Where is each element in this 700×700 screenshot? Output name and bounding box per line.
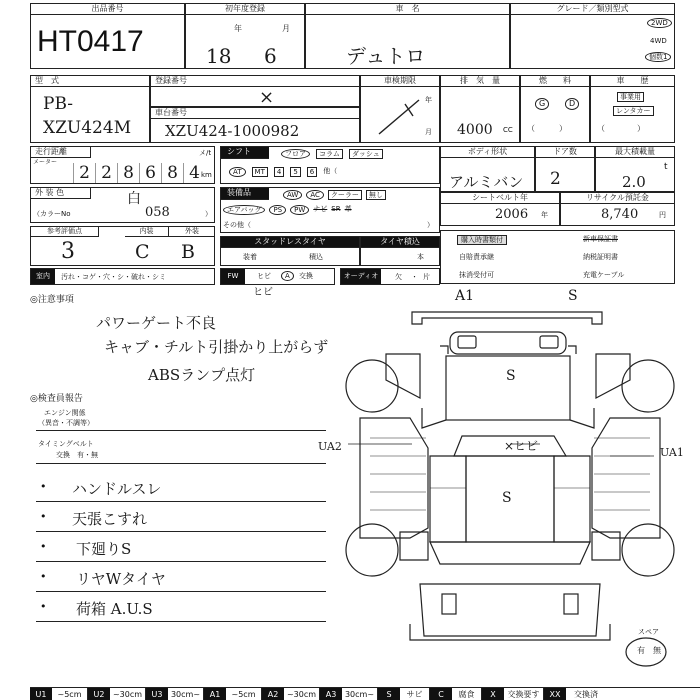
seatbelt-cell	[440, 192, 560, 226]
mileage-digit: 8	[117, 163, 139, 183]
timing-belt-label: タイミングベルト	[38, 440, 94, 448]
legend-value: 30cm~	[342, 688, 378, 700]
legend-key: S	[378, 688, 400, 700]
inspector-title: ◎検査員報告	[30, 394, 83, 404]
shift-floor: フロア	[281, 149, 310, 159]
mileage-digits	[73, 163, 205, 183]
displacement-unit: CC	[503, 126, 513, 134]
equipment-label: 装備品	[221, 188, 269, 200]
doc-purchase: 購入時書類付	[457, 235, 507, 245]
vehicle-name: デュトロ	[346, 44, 426, 68]
doc-liability: 自賠責承継	[459, 253, 494, 261]
legend-key: X	[482, 688, 504, 700]
color-number-value: 058	[145, 205, 170, 220]
mileage-unit: km	[201, 171, 212, 179]
color-number-close: ）	[205, 210, 212, 218]
grade-label: グレード／類別型式	[511, 4, 674, 15]
equipment-row1	[283, 190, 386, 200]
history-business: 事業用	[617, 92, 644, 102]
bullet-icon: •	[40, 600, 47, 613]
mileage-digit: 4	[183, 163, 205, 183]
inspection-cell	[360, 75, 440, 143]
exterior-color-cell	[30, 187, 215, 223]
shift-5: 5	[290, 167, 300, 177]
legend-key: C	[430, 688, 452, 700]
fender-lines	[422, 408, 594, 428]
fw-a: A	[281, 271, 294, 281]
interior-grade-value: C	[135, 241, 150, 263]
shift-row1	[281, 149, 383, 159]
roof-top	[450, 332, 566, 354]
inspector-item-text: 下廻りS	[76, 540, 132, 558]
roof-panel	[412, 312, 602, 324]
shift-6: 6	[307, 167, 317, 177]
legend-key: U2	[88, 688, 110, 700]
max-load-value: 2.0	[622, 173, 646, 191]
chassis-label: 車台番号	[151, 108, 359, 119]
lot-number-label: 出品番号	[31, 4, 184, 15]
legend-value: ~30cm	[284, 688, 320, 700]
inspector-item	[36, 506, 326, 532]
audio-label: オーディオ	[341, 269, 381, 284]
equip-none: 無し	[366, 190, 386, 200]
history-paren: （ ）	[597, 124, 645, 133]
model-line1: PB-	[43, 94, 73, 114]
fuel-gasoline: G	[535, 98, 549, 110]
right-side-body	[592, 418, 660, 538]
shift-other: 他（	[323, 167, 338, 175]
fw-crack-note: ヒビ	[253, 287, 273, 298]
bullet-icon: •	[40, 570, 47, 583]
legend-value: 交換済	[574, 689, 598, 699]
bullet-icon: •	[40, 540, 47, 553]
legend-value: 交換要す	[504, 688, 544, 700]
hood-panel	[446, 356, 570, 420]
note-line-1: パワーゲート不良	[96, 314, 217, 332]
drive-2wd: 2WD	[647, 18, 672, 28]
legend-key: A3	[320, 688, 342, 700]
doc-deregister: 抹消受付可	[459, 271, 494, 279]
mark-ua2: UA2	[318, 440, 342, 453]
legend-value: サビ	[400, 688, 430, 700]
shift-mt: MT	[252, 167, 268, 177]
exterior-color-label: 外 装 色	[31, 188, 91, 199]
note-line-2: キャブ・チルト引掛かり上がらず	[104, 338, 329, 356]
equip-ps: PS	[269, 205, 286, 215]
studless-label: スタッドレスタイヤ	[221, 237, 359, 248]
body-shape-cell	[440, 146, 535, 192]
mark-s-cargo: S	[502, 490, 512, 506]
first-registration-month: 6	[264, 44, 277, 68]
model-label: 型 式	[31, 76, 149, 87]
mileage-digit: 8	[161, 163, 183, 183]
sign-badge: 個数1	[645, 52, 671, 62]
year-label: 年	[234, 24, 242, 33]
legend-value: 腐食	[452, 688, 482, 700]
mileage-digit: 6	[139, 163, 161, 183]
inspector-item-text: 天張こすれ	[72, 510, 148, 528]
left-side-body	[360, 418, 428, 538]
doors-label: ドア数	[536, 147, 594, 158]
legend-value: ~5cm	[52, 688, 88, 700]
evaluation-value: 3	[61, 239, 75, 264]
recycle-label: リサイクル預託金	[561, 193, 674, 204]
body-shape-value: アルミバン	[449, 173, 524, 191]
legend-value: ~30cm	[110, 688, 146, 700]
fuel-cell	[520, 75, 590, 143]
studless-mounted: 装着	[243, 253, 257, 261]
spare-label: スペア	[638, 628, 659, 636]
history-label: 車 歴	[591, 76, 674, 87]
wheel-front-left	[346, 360, 398, 412]
evaluation-cell	[30, 226, 215, 266]
audio-cell	[340, 268, 440, 285]
interior-condition-cell	[30, 268, 215, 285]
shift-dash: ダッシュ	[349, 149, 383, 159]
month-label: 月	[282, 24, 290, 33]
mileage-cell	[30, 146, 215, 184]
equip-pw: PW	[290, 205, 309, 215]
equip-sr: SR	[331, 205, 341, 213]
seatbelt-year-unit: 年	[541, 211, 548, 219]
chassis-value: XZU424-1000982	[165, 122, 300, 140]
tire-load-unit: 本	[417, 253, 424, 261]
exterior-grade-label: 外装	[169, 227, 215, 237]
rear-panel	[430, 542, 590, 564]
inspector-item	[36, 596, 326, 622]
mirror-marks	[440, 346, 576, 354]
mileage-label: 走行距離	[31, 147, 91, 158]
spare-yes: 有	[637, 646, 645, 655]
vehicle-name-cell	[305, 3, 510, 69]
doors-cell	[535, 146, 595, 192]
doors-value: 2	[550, 169, 561, 189]
exterior-color-value: 白	[127, 191, 141, 207]
inspection-year-label: 年	[425, 96, 432, 104]
evaluation-label: 参考評価点	[31, 227, 99, 237]
equip-navi: ナビ	[313, 205, 328, 213]
displacement-cell	[440, 75, 520, 143]
registration-label: 登録番号	[151, 76, 359, 87]
doc-tax: 納税証明書	[583, 253, 618, 261]
mileage-digit: 2	[73, 163, 95, 183]
fw-label: FW	[221, 269, 245, 284]
mileage-meter-label: メーター	[33, 159, 58, 166]
history-cell	[590, 75, 675, 143]
recycle-value: 8,740	[601, 207, 639, 222]
vehicle-name-label: 車 名	[306, 4, 509, 15]
tail-lamp-left	[442, 594, 456, 614]
shift-cell	[220, 146, 440, 184]
roof-light-right	[540, 336, 558, 348]
color-number-label: （カラーNo	[33, 210, 71, 218]
inspector-item	[36, 566, 326, 592]
interior-condition-values: 汚れ・コゲ・穴・シ・破れ・シミ	[61, 273, 166, 281]
wheel-rear-right	[622, 524, 674, 576]
seatbelt-year-value: 2006	[495, 207, 529, 222]
mark-ua1: UA1	[660, 446, 684, 459]
wheel-front-right	[622, 360, 674, 412]
fw-crack: ヒビ	[257, 272, 271, 280]
roof-light-left	[458, 336, 476, 348]
model-cell	[30, 75, 150, 143]
mark-crack: ×ヒビ	[504, 439, 539, 453]
max-load-label: 最大積載量	[596, 147, 674, 158]
engine-label: エンジン関係	[44, 409, 86, 417]
note-line-3: ABSランプ点灯	[148, 366, 256, 384]
equip-airbag: エアバッグ	[223, 205, 265, 215]
fuel-diesel: D	[565, 98, 579, 110]
inspector-item	[36, 476, 326, 502]
grade-cell	[510, 3, 675, 69]
legend-key: A1	[204, 688, 226, 700]
mark-s-top: S	[568, 288, 578, 304]
lot-number: HT0417	[37, 25, 144, 58]
body-shape-label: ボディ形状	[441, 147, 534, 158]
recycle-cell	[560, 192, 675, 226]
equipment-cell	[220, 187, 440, 233]
legend-value: 30cm~	[168, 688, 204, 700]
first-registration-year: 18	[206, 44, 232, 68]
exterior-grade-value: B	[181, 241, 195, 263]
max-load-cell	[595, 146, 675, 192]
studless-loaded: 積込	[309, 253, 323, 261]
audio-side: 片	[423, 273, 430, 281]
audio-missing: 欠	[395, 273, 402, 281]
rear-fenders	[400, 532, 620, 560]
studless-cell	[220, 236, 360, 266]
doc-warranty: 新車保証書	[583, 235, 618, 243]
displacement-value: 4000	[457, 122, 493, 138]
equip-ac: AC	[306, 190, 324, 200]
inspector-item-text: リヤWタイヤ	[76, 570, 166, 588]
fw-replace: 交換	[299, 272, 313, 280]
fuel-label: 燃 料	[521, 76, 589, 87]
legend-key: U1	[30, 688, 52, 700]
drive-4wd: 4WD	[650, 37, 667, 45]
inspection-strike-mark	[375, 94, 423, 138]
timing-belt-sub: 交換 有・無	[56, 451, 98, 459]
interior-condition-label: 室内	[31, 269, 55, 284]
notes-title: ◎注意事項	[30, 295, 74, 305]
damage-legend	[30, 687, 700, 700]
mark-a1: A1	[455, 288, 475, 304]
shift-at: AT	[229, 167, 246, 177]
first-registration-cell	[185, 3, 305, 69]
wheel-rear-left	[346, 524, 398, 576]
rear-bumper-area	[420, 584, 600, 636]
legend-key: XX	[544, 688, 566, 700]
tire-load-label: タイヤ積込	[361, 237, 439, 248]
shift-column: コラム	[316, 149, 343, 159]
mark-s-hood: S	[506, 368, 516, 384]
first-registration-label: 初年度登録	[186, 4, 304, 15]
inspection-month-label: 月	[425, 128, 432, 136]
rear-bumper	[410, 624, 610, 640]
tire-load-cell	[360, 236, 440, 266]
equip-cooler: クーラー	[328, 190, 362, 200]
equipment-other-close: ）	[427, 221, 434, 229]
interior-grade-label: 内装	[125, 227, 169, 237]
equipment-other: その他（	[223, 221, 251, 229]
legend-key: A2	[262, 688, 284, 700]
equipment-row2	[223, 205, 352, 215]
documents-cell	[440, 230, 675, 284]
history-rental: レンタカー	[613, 106, 654, 116]
registration-value: ×	[259, 87, 275, 108]
shift-row2	[229, 167, 337, 177]
tail-lamp-right	[564, 594, 578, 614]
shift-label: シフト	[221, 147, 269, 159]
legend-key: U3	[146, 688, 168, 700]
engine-sub: （異音・不調等）	[38, 419, 94, 427]
lot-number-cell	[30, 3, 185, 69]
max-load-unit: t	[664, 162, 668, 172]
displacement-label: 排 気 量	[441, 76, 519, 87]
timing-underline	[36, 463, 326, 464]
fuel-paren: （ ）	[527, 124, 567, 133]
mileage-unit-top: メ/t	[199, 149, 212, 157]
recycle-unit: 円	[659, 211, 666, 219]
engine-underline	[36, 430, 326, 431]
audio-dot: ・	[411, 273, 418, 281]
equip-leather: 革	[344, 205, 352, 213]
inspector-item	[36, 536, 326, 562]
model-line2: XZU424M	[43, 118, 132, 138]
bullet-icon: •	[40, 480, 47, 493]
inspector-item-text: 荷箱 A.U.S	[76, 600, 153, 618]
shift-4: 4	[274, 167, 284, 177]
inspector-item-text: ハンドルスレ	[72, 480, 162, 498]
chassis-cell	[150, 107, 360, 143]
truck-damage-diagram	[330, 288, 690, 680]
fw-cell	[220, 268, 335, 298]
registration-cell	[150, 75, 360, 107]
mileage-digit: 2	[95, 163, 117, 183]
inspection-label: 車検期限	[361, 76, 439, 87]
doc-charge-cable: 充電ケーブル	[583, 271, 625, 279]
equip-aw: AW	[283, 190, 302, 200]
seatbelt-label: シートベルト年	[441, 193, 559, 204]
bullet-icon: •	[40, 510, 47, 523]
spare-no: 無	[653, 646, 661, 655]
legend-value: ~5cm	[226, 688, 262, 700]
